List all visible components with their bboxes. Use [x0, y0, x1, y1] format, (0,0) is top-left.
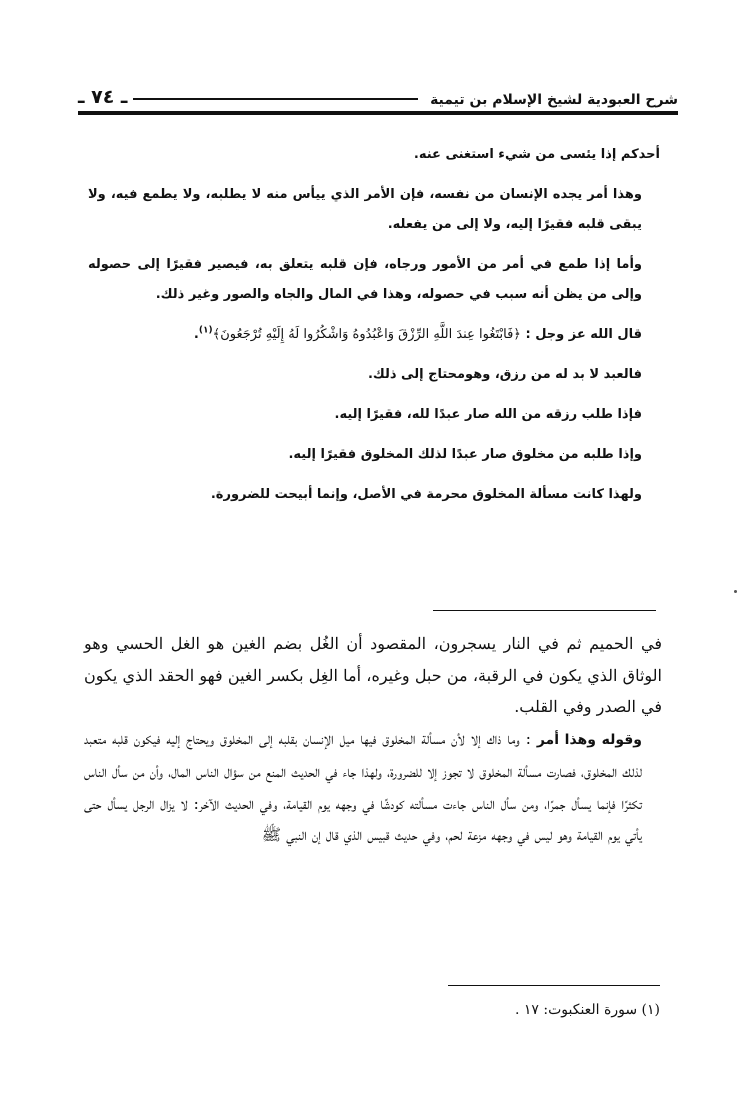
margin-mark: [734, 590, 737, 593]
verse-end: .: [193, 327, 199, 342]
commentary: [84, 628, 662, 851]
paragraph: وهذا أمر يجده الإنسان من نفسه، فإن الأمر الذي ييأس منه لا يطلبه، ولا يطمع فيه، ولا يبقى قلبه فقيرًا إليه، ولا إلى من يفعله.: [88, 187, 642, 232]
commentary-separator: [433, 610, 656, 611]
header-rule: [78, 111, 678, 115]
footnote-marker[interactable]: (١): [198, 325, 213, 336]
commentary-paragraph: [84, 723, 662, 851]
main-text: [88, 140, 668, 520]
page-number: ـ ٧٤ ـ: [78, 86, 128, 108]
commentary-text: : وما ذاك إلا لأن مسألة المخلوق فيها ميل الإنسان بقلبه إلى المخلوق ويحتاج إليه فيكون قلبه متعبد لذلك المخلوق، فصارت مسألة المخلوق لا تجوز إلا للضرورة، ولهذا جاء في الحديث المنع من سؤال الناس المال، وأن من سأل الناس تكثرًا فإنما يسأل جمرًا، ومن سأل الناس جاءت مسألته كودشًا في وجهه يوم القيامة، وفي الحديث الآخر: لا يزال الرجل يسأل حتى يأتي يوم القيامة وهو ليس في وجهه مزعة لحم، وفي حديث قبيس الذي قال إن النبي ﷺ: [84, 728, 643, 844]
running-title: شرح العبودية لشيخ الإسلام بن تيمية: [430, 92, 678, 108]
paragraph: أحدكم إذا يئسى من شيء استغنى عنه.: [413, 147, 660, 162]
paragraph: وأما إذا طمع في أمر من الأمور ورجاه، فإن قلبه يتعلق به، فيصير فقيرًا إلى حصوله وإلى من يظن أنه سبب في حصوله، وهذا في المال والجاه والصور وغير ذلك.: [88, 257, 642, 302]
paragraph: فإذا طلب رزقه من الله صار عبدًا لله، فقيرًا إليه.: [334, 407, 642, 422]
page-header: [78, 78, 678, 108]
paragraph: وإذا طلبه من مخلوق صار عبدًا لذلك المخلوق فقيرًا إليه.: [288, 447, 642, 462]
paragraph: ولهذا كانت مسألة المخلوق محرمة في الأصل، وإنما أبيحت للضرورة.: [210, 487, 642, 502]
quran-verse-paragraph: [88, 320, 668, 350]
paragraph: فالعبد لا بد له من رزق، وهومحتاج إلى ذلك.: [367, 367, 642, 382]
footnote: (١) سورة العنكبوت: ١٧ .: [514, 1002, 660, 1018]
commentary-lead: وقوله وهذا أمر: [536, 731, 642, 748]
verse-intro: قال الله عز وجل :: [525, 327, 642, 342]
commentary-paragraph: في الحميم ثم في النار يسجرون، المقصود أن الغُل بضم الغين هو الغل الحسي وهو الوثاق الذي يكون في الرقبة، من حبل وغيره، أما الغِل بكسر الغين فهو الحقد الذي يكون في الصدر وفي القلب.: [84, 634, 662, 716]
header-line: [133, 98, 418, 100]
footnote-separator: [448, 985, 660, 986]
quran-verse: ﴿فَابْتَغُوا عِندَ اللَّهِ الرِّزْقَ وَاعْبُدُوهُ وَاشْكُرُوا لَهُ إِلَيْهِ تُرْجَعُونَ﴾: [212, 327, 521, 342]
